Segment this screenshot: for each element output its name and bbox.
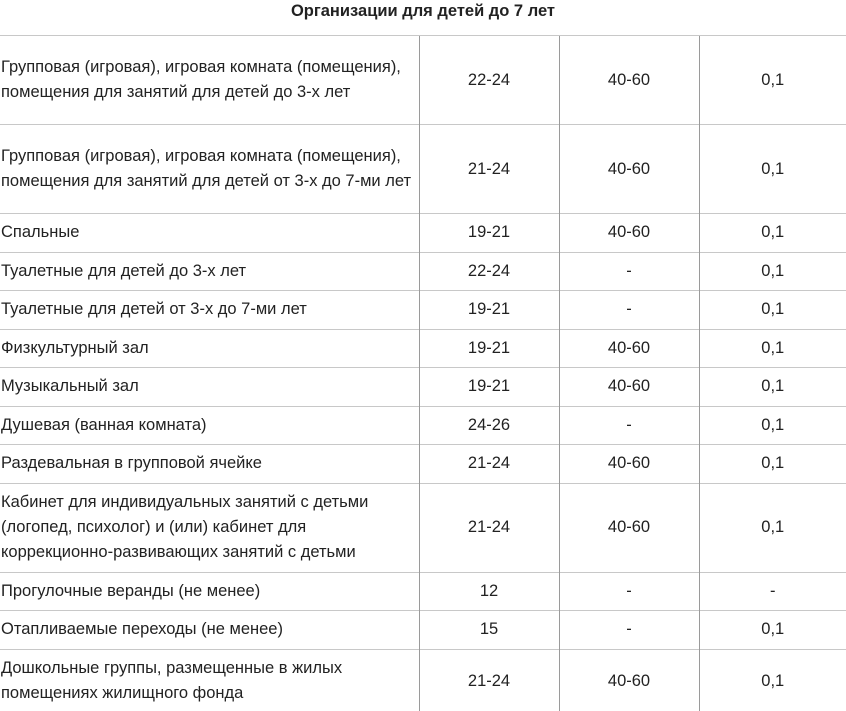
- table-row: [0, 252, 846, 291]
- air-speed-cell: 0,1: [699, 214, 846, 253]
- table-row: [0, 329, 846, 368]
- humidity-cell: 40-60: [559, 125, 699, 214]
- air-speed-cell: 0,1: [699, 291, 846, 330]
- air-speed-cell: 0,1: [699, 36, 846, 125]
- temperature-cell: 21-24: [419, 125, 559, 214]
- air-speed-cell: 0,1: [699, 406, 846, 445]
- air-speed-cell: 0,1: [699, 368, 846, 407]
- room-name-cell: Туалетные для детей от 3-х до 7-ми лет: [0, 291, 419, 330]
- room-name-cell: Групповая (игровая), игровая комната (помещения), помещения для занятий для детей до 3-х лет: [0, 36, 419, 125]
- room-name-cell: Групповая (игровая), игровая комната (помещения), помещения для занятий для детей от 3-х до 7-ми лет: [0, 125, 419, 214]
- air-speed-cell: 0,1: [699, 649, 846, 711]
- room-name-cell: Дошкольные группы, размещенные в жилых помещениях жилищного фонда: [0, 649, 419, 711]
- norms-table: [0, 35, 846, 711]
- table-row: [0, 649, 846, 711]
- table-row: [0, 291, 846, 330]
- room-name-cell: Спальные: [0, 214, 419, 253]
- table-row: [0, 125, 846, 214]
- air-speed-cell: 0,1: [699, 483, 846, 572]
- table-row: [0, 214, 846, 253]
- temperature-cell: 19-21: [419, 291, 559, 330]
- temperature-cell: 22-24: [419, 36, 559, 125]
- temperature-cell: 19-21: [419, 368, 559, 407]
- temperature-cell: 24-26: [419, 406, 559, 445]
- temperature-cell: 19-21: [419, 214, 559, 253]
- humidity-cell: 40-60: [559, 329, 699, 368]
- humidity-cell: -: [559, 291, 699, 330]
- air-speed-cell: 0,1: [699, 125, 846, 214]
- temperature-cell: 22-24: [419, 252, 559, 291]
- humidity-cell: 40-60: [559, 483, 699, 572]
- room-name-cell: Отапливаемые переходы (не менее): [0, 611, 419, 650]
- room-name-cell: Музыкальный зал: [0, 368, 419, 407]
- air-speed-cell: 0,1: [699, 329, 846, 368]
- table-row: [0, 36, 846, 125]
- temperature-cell: 21-24: [419, 445, 559, 484]
- humidity-cell: -: [559, 406, 699, 445]
- humidity-cell: 40-60: [559, 445, 699, 484]
- humidity-cell: -: [559, 611, 699, 650]
- temperature-cell: 19-21: [419, 329, 559, 368]
- room-name-cell: Раздевальная в групповой ячейке: [0, 445, 419, 484]
- temperature-cell: 12: [419, 572, 559, 611]
- room-name-cell: Физкультурный зал: [0, 329, 419, 368]
- section-title: Организации для детей до 7 лет: [290, 2, 556, 20]
- temperature-cell: 15: [419, 611, 559, 650]
- humidity-cell: 40-60: [559, 368, 699, 407]
- room-name-cell: Душевая (ванная комната): [0, 406, 419, 445]
- table-row: [0, 406, 846, 445]
- air-speed-cell: 0,1: [699, 252, 846, 291]
- humidity-cell: 40-60: [559, 649, 699, 711]
- room-name-cell: Прогулочные веранды (не менее): [0, 572, 419, 611]
- table-row: [0, 572, 846, 611]
- humidity-cell: 40-60: [559, 36, 699, 125]
- air-speed-cell: 0,1: [699, 611, 846, 650]
- humidity-cell: 40-60: [559, 214, 699, 253]
- humidity-cell: -: [559, 252, 699, 291]
- air-speed-cell: -: [699, 572, 846, 611]
- room-name-cell: Кабинет для индивидуальных занятий с детьми (логопед, психолог) и (или) кабинет для коррекционно-развивающих занятий с детьми: [0, 483, 419, 572]
- table-row: [0, 483, 846, 572]
- humidity-cell: -: [559, 572, 699, 611]
- table-row: [0, 445, 846, 484]
- room-name-cell: Туалетные для детей до 3-х лет: [0, 252, 419, 291]
- air-speed-cell: 0,1: [699, 445, 846, 484]
- temperature-cell: 21-24: [419, 483, 559, 572]
- temperature-cell: 21-24: [419, 649, 559, 711]
- table-row: [0, 368, 846, 407]
- table-row: [0, 611, 846, 650]
